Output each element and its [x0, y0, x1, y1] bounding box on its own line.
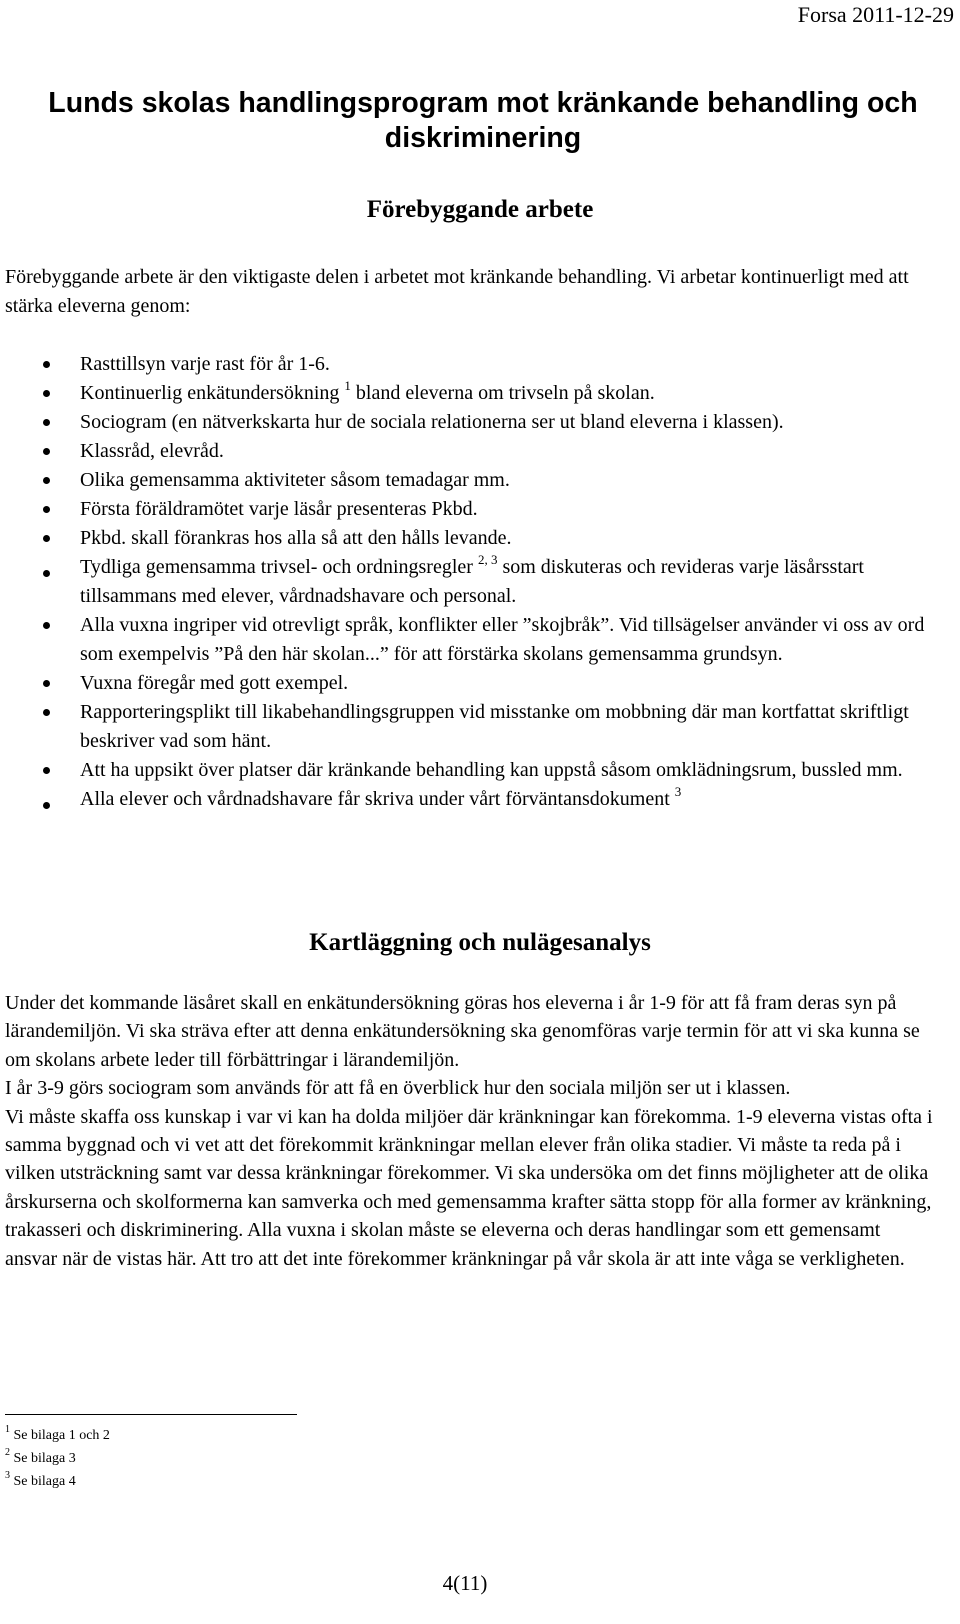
footnote: $^3$ Se bilaga 4	[5, 1470, 76, 1489]
list-item: Vuxna föregår med gott exempel.	[0, 669, 930, 698]
list-item: Olika gemensamma aktiviteter såsom temadagar mm.	[0, 466, 930, 495]
page-number: 4(11)	[442, 1571, 488, 1595]
footnotes	[5, 1424, 110, 1493]
analysis-paragraph: Under det kommande läsåret skall en enkätundersökning göras hos eleverna i år 1-9 för att få fram deras syn på lärandemiljön. Vi ska sträva efter att denna enkätundersökning ska genomföras varje termin för att vi ska kunna se om skolans arbete leder till förbättringar i lärandemiljön.	[5, 992, 920, 1071]
list-item: Tydliga gemensamma trivsel- och ordningsregler $^{2, 3}$ som diskuteras och revideras varje läsårsstart tillsammans med elever, vårdnadshavare och personal.	[0, 553, 930, 611]
bullet-icon	[43, 390, 50, 397]
list-item: Första föräldramötet varje läsår presenteras Pkbd.	[0, 495, 930, 524]
list-item: Kontinuerlig enkätundersökning $^1$ bland eleverna om trivseln på skolan.	[0, 379, 930, 408]
bullet-icon	[43, 448, 50, 455]
bullet-icon	[43, 767, 50, 774]
bullet-icon	[43, 361, 50, 368]
analysis-body	[5, 989, 935, 1273]
footnote-divider	[5, 1414, 297, 1415]
list-item: Rapporteringsplikt till likabehandlingsgruppen vid misstanke om mobbning där man kortfattat skriftligt beskriver vad som hänt.	[0, 698, 930, 756]
list-item: Klassråd, elevråd.	[0, 437, 930, 466]
bullet-icon	[43, 622, 50, 629]
footnote-ref: 3	[674, 784, 682, 799]
footnote: $^2$ Se bilaga 3	[5, 1447, 76, 1466]
bullet-icon	[43, 680, 50, 687]
list-item: Att ha uppsikt över platser där kränkande behandling kan uppstå såsom omklädningsrum, bussled mm.	[0, 756, 930, 785]
bullet-icon	[43, 535, 50, 542]
analysis-paragraph: I år 3-9 görs sociogram som används för att få en överblick hur den sociala miljön ser ut i klassen.	[5, 1077, 791, 1100]
bullet-icon	[43, 709, 50, 716]
analysis-paragraph: Vi måste skaffa oss kunskap i var vi kan ha dolda miljöer där kränkningar kan förekomma. 1-9 eleverna vistas ofta i samma byggnad och vi vet att det förekommit kränkningar mellan elever från olika stadier. Vi måste ta reda på i vilken utsträckning samt var dessa kränkningar förekommer. Vi ska undersöka om det finns möjligheter att de olika årskurserna och skolformerna kan samverka och med gemensamma krafter sätta stopp för alla former av kränkning, trakasseri och diskriminering. Alla vuxna i skolan måste se eleverna och deras handlingar som ett gemensamt ansvar när de vistas här. Att tro att det inte förekommer kränkningar på vår skola är att inte våga se verkligheten.	[5, 1105, 933, 1270]
bullet-icon	[43, 802, 50, 809]
page-title: Lunds skolas handlingsprogram mot kränkande behandling och diskriminering	[48, 87, 918, 154]
bullet-icon	[43, 477, 50, 484]
section-heading-analysis: Kartläggning och nulägesanalys	[309, 929, 651, 956]
bullet-icon	[43, 506, 50, 513]
footnote: $^1$ Se bilaga 1 och 2	[5, 1424, 110, 1443]
bullet-icon	[43, 419, 50, 426]
list-item: Pkbd. skall förankras hos alla så att den hålls levande.	[0, 524, 930, 553]
header-date-stamp: Forsa 2011-12-29	[797, 2, 954, 27]
list-item: Alla elever och vårdnadshavare får skriva under vårt förväntansdokument $^3$	[0, 785, 930, 814]
footnote-ref: 2, 3	[477, 552, 498, 567]
list-item: Alla vuxna ingriper vid otrevligt språk, konflikter eller ”skojbråk”. Vid tillsägelser använder vi oss av ord som exempelvis ”På den här skolan...” för att förstärka skolans gemensamma grundsyn.	[0, 611, 930, 669]
list-item: Rasttillsyn varje rast för år 1-6.	[0, 350, 930, 379]
section-heading-prevention: Förebyggande arbete	[366, 196, 594, 223]
bullet-icon	[43, 570, 50, 577]
footnote-ref: 1	[344, 378, 351, 393]
prevention-intro: Förebyggande arbete är den viktigaste delen i arbetet mot kränkande behandling. Vi arbetar kontinuerligt med att stärka eleverna genom:	[5, 266, 909, 317]
list-item: Sociogram (en nätverkskarta hur de sociala relationerna ser ut bland eleverna i klassen).	[0, 408, 930, 437]
prevention-list	[0, 350, 930, 814]
